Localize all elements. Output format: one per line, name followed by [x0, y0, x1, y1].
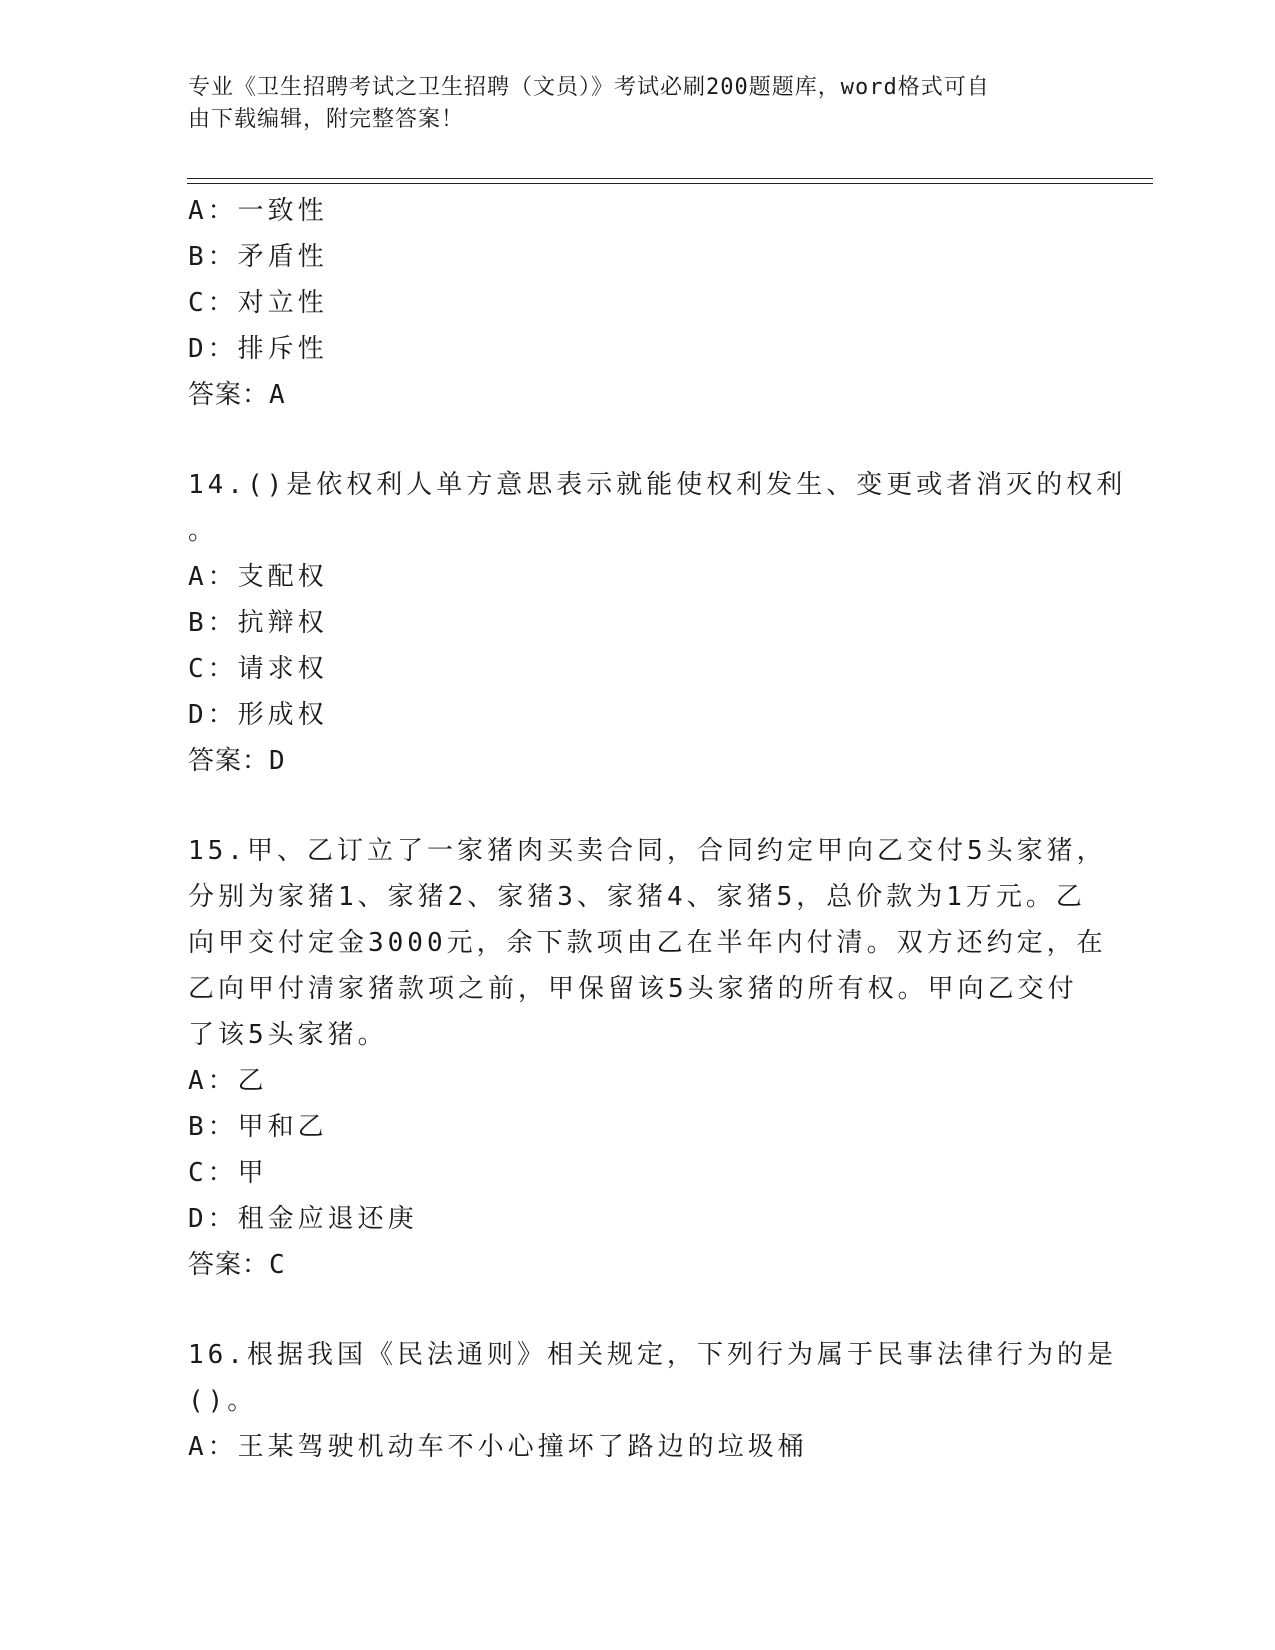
- option-b: B：抗辩权: [188, 608, 328, 638]
- header-rule-top: [187, 178, 1153, 179]
- header-line-1: 专业《卫生招聘考试之卫生招聘（文员）》考试必刷200题题库，word格式可自: [188, 75, 990, 100]
- document-header: [188, 72, 1068, 136]
- option-c: C：对立性: [188, 288, 328, 318]
- question-text-line: 了该5头家猪。: [188, 1020, 388, 1050]
- option-b: B：甲和乙: [188, 1112, 328, 1142]
- question-15: [188, 828, 1107, 1288]
- question-text-line: 乙向甲付清家猪款项之前，甲保留该5头家猪的所有权。甲向乙交付: [188, 974, 1078, 1004]
- question-14: [188, 462, 1127, 784]
- question-16: [188, 1332, 1117, 1470]
- option-b: B：矛盾性: [188, 242, 328, 272]
- question-text-line: 分别为家猪1、家猪2、家猪3、家猪4、家猪5，总价款为1万元。乙: [188, 882, 1086, 912]
- option-c: C：请求权: [188, 654, 328, 684]
- question-list: [188, 188, 1127, 1470]
- header-line-2: 由下载编辑，附完整答案！: [188, 107, 465, 132]
- option-d: D：排斥性: [188, 334, 328, 364]
- option-a: A：一致性: [188, 196, 328, 226]
- question-text-line: 14.()是依权利人单方意思表示就能使权利发生、变更或者消灭的权利: [188, 470, 1127, 500]
- option-a: A：王某驾驶机动车不小心撞坏了路边的垃圾桶: [188, 1432, 808, 1462]
- option-a: A：乙: [188, 1066, 268, 1096]
- answer: 答案：A: [188, 380, 286, 410]
- question-text-line: 15.甲、乙订立了一家猪肉买卖合同，合同约定甲向乙交付5头家猪，: [188, 836, 1107, 866]
- answer: 答案：C: [188, 1250, 286, 1280]
- question-text-line: ()。: [188, 1386, 258, 1416]
- question-text-line: 向甲交付定金3000元，余下款项由乙在半年内付清。双方还约定，在: [188, 928, 1107, 958]
- question-text-line: 。: [188, 516, 219, 546]
- option-d: D：租金应退还庚: [188, 1204, 418, 1234]
- header-rule-bottom: [187, 183, 1153, 184]
- option-d: D：形成权: [188, 700, 328, 730]
- answer: 答案：D: [188, 746, 286, 776]
- option-c: C：甲: [188, 1158, 268, 1188]
- option-a: A：支配权: [188, 562, 328, 592]
- question-13: [188, 188, 1088, 418]
- question-text-line: 16.根据我国《民法通则》相关规定，下列行为属于民事法律行为的是: [188, 1340, 1117, 1370]
